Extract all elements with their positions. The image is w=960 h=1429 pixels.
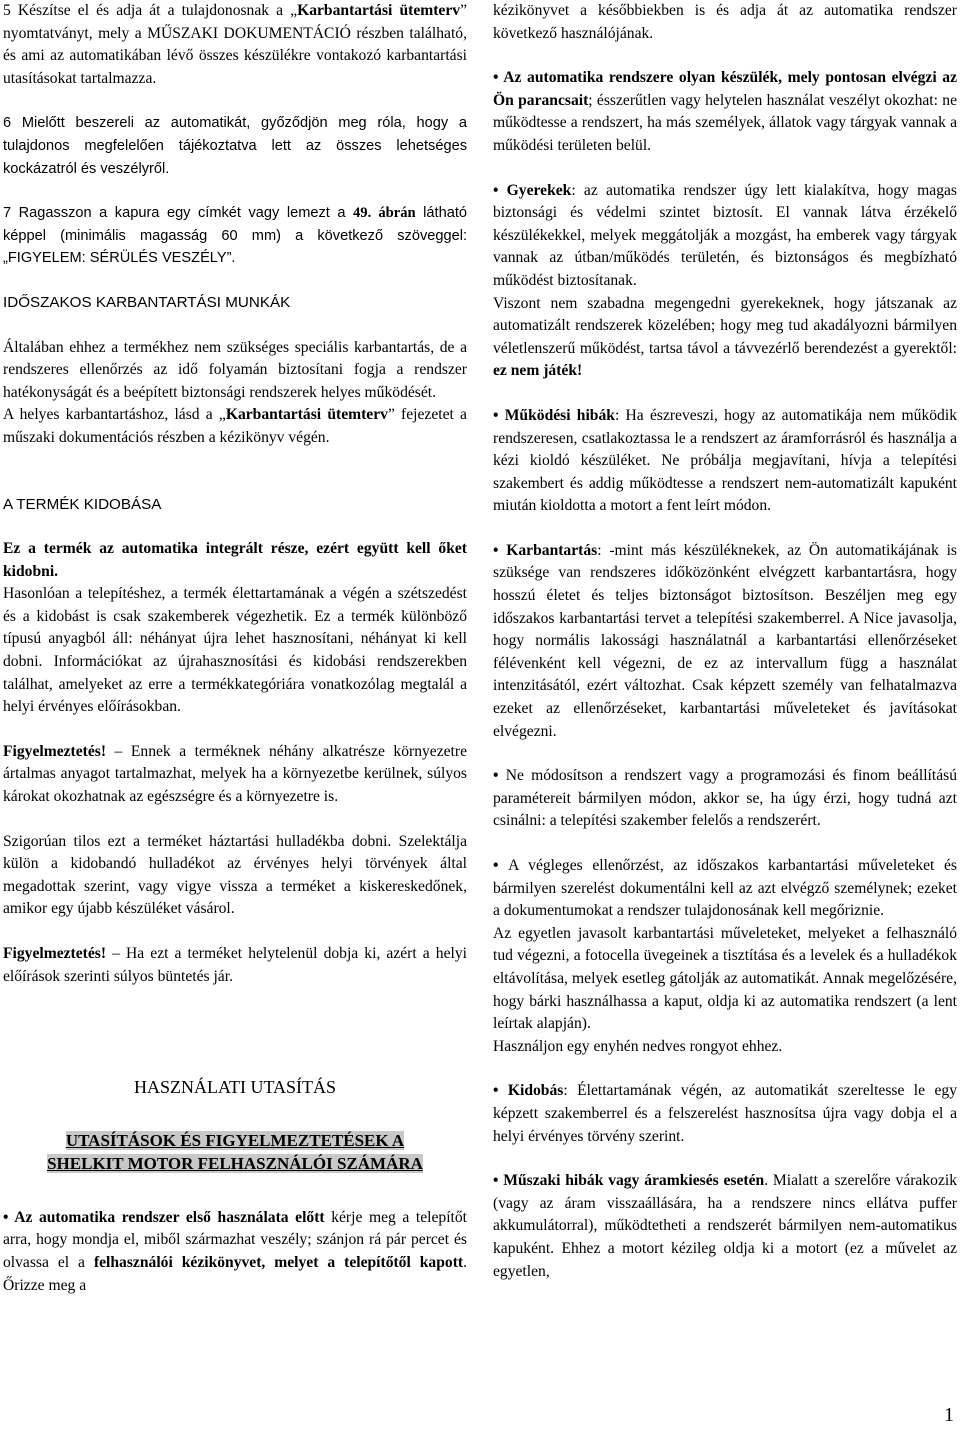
heading-periodic-maintenance: IDŐSZAKOS KARBANTARTÁSI MUNKÁK bbox=[3, 293, 291, 311]
bold-text: felhasználói kézikönyvet, melyet a telepítőtől kapott bbox=[93, 1253, 464, 1271]
warning-1 bbox=[3, 741, 467, 809]
text: 7 Ragasszon a kapura egy címkét vagy lemezt a bbox=[3, 205, 353, 222]
text: : -mint más készüléknekek, az Ön automatikájának is szüksége van rendszeres időközönként elvégzett karbantartásra, hogy hosszú életet és teljes biztonságot biztosítson. Beszéljen meg egy időszakos karbantartási tervet a telepítési szakemberrel. A Nice javasolja, hogy normális lakossági használatnál a karbantartási ellenőrzéseket félévenként kell végezni, de ez az intervallum függ a használat intenzitásától, ezért változhat. Csak képzett személy van felhatalmazva ezeket az ellenőrzéseket, karbantartási műveleteket és javításokat elvégezni. bbox=[493, 541, 957, 740]
bullet-icon bbox=[493, 542, 506, 559]
usage-subtitle bbox=[3, 1129, 467, 1175]
bullet-system bbox=[493, 67, 957, 157]
bullet-icon bbox=[493, 767, 506, 784]
user-maintenance-paragraph: Az egyetlen javasolt karbantartási műveleteket, melyeket a felhasználó tud végezni, a fotocella üvegeinek a tisztítása és a levelek és a hulladékok eltávolítása, melyek esetleg gátolják az automatikát. Annak megelőzésére, hogy bárki használhassa a kaput, oldja ki az automatika rendszert (a lent leírtak alapján). bbox=[493, 924, 957, 1033]
text: : Ha észreveszi, hogy az automatikája nem működik rendszeresen, csatlakoztassa le a rendszert az áramforrásról és használja a kézi kioldó készüléket. Ne próbálja megjavítani, hívja a telepítési szakembert és addig működtesse a rendszert nem-automatizált kapuként miután kioldotta a motort a fent leírt módon. bbox=[493, 406, 957, 515]
bold-text: Működési hibák bbox=[504, 406, 615, 424]
text: . Őrizze meg a bbox=[3, 1253, 467, 1294]
text: : az automatika rendszer úgy lett kialakítva, hogy magas biztonsági és védelmi szintet biztosít. El vannak látva érzékelő készülékekkel, melyek meggátolják a mozgást, ha emberek vagy tárgyak vannak az útban/működés területén, és biztonságos és megbízható működést biztosítanak. bbox=[493, 181, 958, 289]
bullet-icon bbox=[493, 1172, 503, 1189]
bullet-children bbox=[493, 180, 957, 293]
bullet-icon bbox=[493, 857, 508, 874]
warning-2 bbox=[3, 943, 467, 988]
bullet-technical-faults bbox=[493, 1170, 957, 1283]
household-paragraph: Szigorúan tilos ezt a terméket háztartási hulladékba dobni. Szelektálja külön a kidobandó hulladékot az érvényes helyi törvények által megadottak szerint, vagy vigye vissza a terméket a kiskereskedőnek, amikor egy újabb készüléket vásárol. bbox=[3, 832, 467, 918]
bullet-icon bbox=[3, 1209, 14, 1226]
bullet-maintenance bbox=[493, 540, 957, 743]
item-7 bbox=[3, 202, 467, 270]
item-6: 6 Mielőtt beszereli az automatikát, győződjön meg róla, hogy a tulajdonos megfelelően tájékoztatva lett az összes lehetséges kockázatról és veszélyről. bbox=[3, 115, 467, 177]
warning-label: Figyelmeztetés! bbox=[3, 945, 107, 962]
bold-text: Az automatika rendszer első használata előtt bbox=[14, 1208, 325, 1226]
heading-disposal: A TERMÉK KIDOBÁSA bbox=[3, 495, 162, 513]
bold-text: Műszaki hibák vagy áramkiesés esetén bbox=[503, 1172, 765, 1190]
bold-text: 49. ábrán bbox=[352, 205, 416, 222]
bold-text: Karbantartási ütemterv bbox=[297, 2, 461, 19]
disposal-bold bbox=[3, 538, 467, 583]
subtitle-line-1: UTASÍTÁSOK ÉS FIGYELMEZTETÉSEK A bbox=[65, 1130, 405, 1150]
left-column bbox=[3, 0, 467, 1297]
right-column bbox=[493, 0, 957, 1283]
text: látható képpel (minimális magasság 60 mm) a következő szöveggel: „FIGYELEM: SÉRÜLÉS VESZÉLY”. bbox=[3, 205, 467, 267]
text: A végleges ellenőrzést, az időszakos karbantartási műveleteket és bármilyen szerelést dokumentálni kell az azt elvégző személynek; ezeket a dokumentumokat a rendszer tulajdonosának kell megőriznie. bbox=[493, 857, 958, 920]
usage-title: HASZNÁLATI UTASÍTÁS bbox=[133, 1077, 337, 1098]
page-number: 1 bbox=[944, 1404, 954, 1427]
bullet-icon bbox=[493, 407, 505, 424]
periodic-paragraph-1: Általában ehhez a termékhez nem szükséges speciális karbantartás, de a rendszeres ellenőrzés az idő folyamán biztosítani fogja a rendszer hatékonyságát és a beépített biztonsági rendszerek helyes működését. bbox=[3, 338, 467, 401]
continued-paragraph: kézikönyvet a későbbiekben is és adja át az automatika rendszer következő használójának. bbox=[493, 2, 957, 42]
bullet-malfunction bbox=[493, 405, 957, 518]
periodic-paragraph-2 bbox=[3, 404, 467, 449]
subtitle-line-2: SHELKIT MOTOR FELHASZNÁLÓI SZÁMÁRA bbox=[47, 1153, 423, 1173]
children-continued bbox=[493, 293, 957, 383]
text: ” nyomtatványt, mely a MŰSZAKI DOKUMENTÁCIÓ részben található, és ami az automatikában lévő összes készülékre vontakozó karbantartási utasításokat tartalmazza. bbox=[3, 2, 467, 87]
bullet-final-check bbox=[493, 855, 957, 923]
bullet-icon bbox=[493, 182, 507, 199]
bullet-disposal bbox=[493, 1080, 957, 1148]
bullet-no-modify bbox=[493, 765, 957, 833]
item-5 bbox=[3, 0, 467, 90]
text: Viszont nem szabadna megengedni gyerekeknek, hogy játszanak az automatizált rendszerek közelében; hogy meg tud akadályozni bármilyen véletlenszerű működést, tartsa távol a távvezérlő berendezést a gyerektől: bbox=[493, 294, 957, 357]
text: . Mialatt a szerelőre várakozik (vagy az áram visszaállására, ha a rendszere nincs ellátva puffer akkumulátorral), működtetheti a rendszerét bármilyen nem-automatikus kapuként. Ehhez a motort kézileg oldja ki a motort (ez a művelet az egyetlen, bbox=[493, 1172, 958, 1280]
text: ; ésszerűtlen vagy helytelen használat veszélyt okozhat: ne működtesse a rendszert, ha más személyek, állatok vagy tárgyak vannak a működési területen belül. bbox=[493, 91, 957, 154]
bold-text: Karbantartási ütemterv bbox=[225, 406, 388, 424]
text: : Élettartamának végén, az automatikát szereltesse le egy képzett szakemberrel és a felszerelést hasznosítsa újra vagy dobja el a helyi érvényes törvény szerint. bbox=[493, 1082, 957, 1145]
bullet-icon bbox=[493, 69, 503, 86]
text: Ne módosítson a rendszert vagy a programozási és finom beállítású paramétereit bármilyen módon, akkor se, ha úgy érzi, hogy tudná azt csinálni: a telepítési szakember felelős a rendszerért. bbox=[493, 767, 957, 830]
text: 5 Készítse el és adja át a tulajdonosnak a „ bbox=[3, 2, 298, 19]
text: A helyes karbantartáshoz, lásd a „ bbox=[3, 406, 226, 424]
bold-text: Kidobás bbox=[507, 1082, 564, 1100]
text: ” fejezetet a műszaki dokumentációs részben a kézikönyv végén. bbox=[3, 406, 467, 446]
bold-text: ez nem játék! bbox=[493, 362, 583, 380]
text: – Ennek a terméknek néhány alkatrésze környezetre ártalmas anyagot tartalmazhat, melyek ha a környezetbe kerülnek, súlyos károkat okozhatnak az egészségre és a környezetre is. bbox=[3, 742, 467, 806]
damp-cloth-paragraph: Használjon egy enyhén nedves rongyot ehhez. bbox=[493, 1037, 783, 1055]
disposal-paragraph: Hasonlóan a telepítéshez, a termék élettartamának a végén a szétszedést és a kidobást is csak szakemberek végezhetik. Ez a termék különböző típusú anyagból áll: néhányat újra lehet hasznosítani, néhányat ki kell dobni. Információkat az újrahasznosítási és kidobási rendszerekben találhat, amelyeket az erre a termékkategóriára vonatkozólag megtalál a helyi érvényes előírásokban. bbox=[3, 585, 467, 716]
bold-text: Az automatika rendszere olyan készülék, mely pontosan elvégzi az Ön parancsait bbox=[493, 69, 957, 109]
bold-text: Ez a termék az automatika integrált része, ezért együtt kell őket kidobni. bbox=[3, 540, 467, 580]
text: kérje meg a telepítőt arra, hogy mondja el, miből származhat veszély; szánjon rá pár percet és olvassa el a bbox=[3, 1208, 467, 1271]
bullet-icon bbox=[493, 1082, 508, 1099]
bold-text: Gyerekek bbox=[506, 181, 572, 199]
bold-text: Karbantartás bbox=[506, 541, 598, 559]
text: – Ha ezt a terméket helytelenül dobja ki, azért a helyi előírások szerinti súlyos büntetés jár. bbox=[3, 945, 467, 985]
first-use-bullet bbox=[3, 1207, 467, 1297]
warning-label: Figyelmeztetés! bbox=[3, 742, 107, 760]
